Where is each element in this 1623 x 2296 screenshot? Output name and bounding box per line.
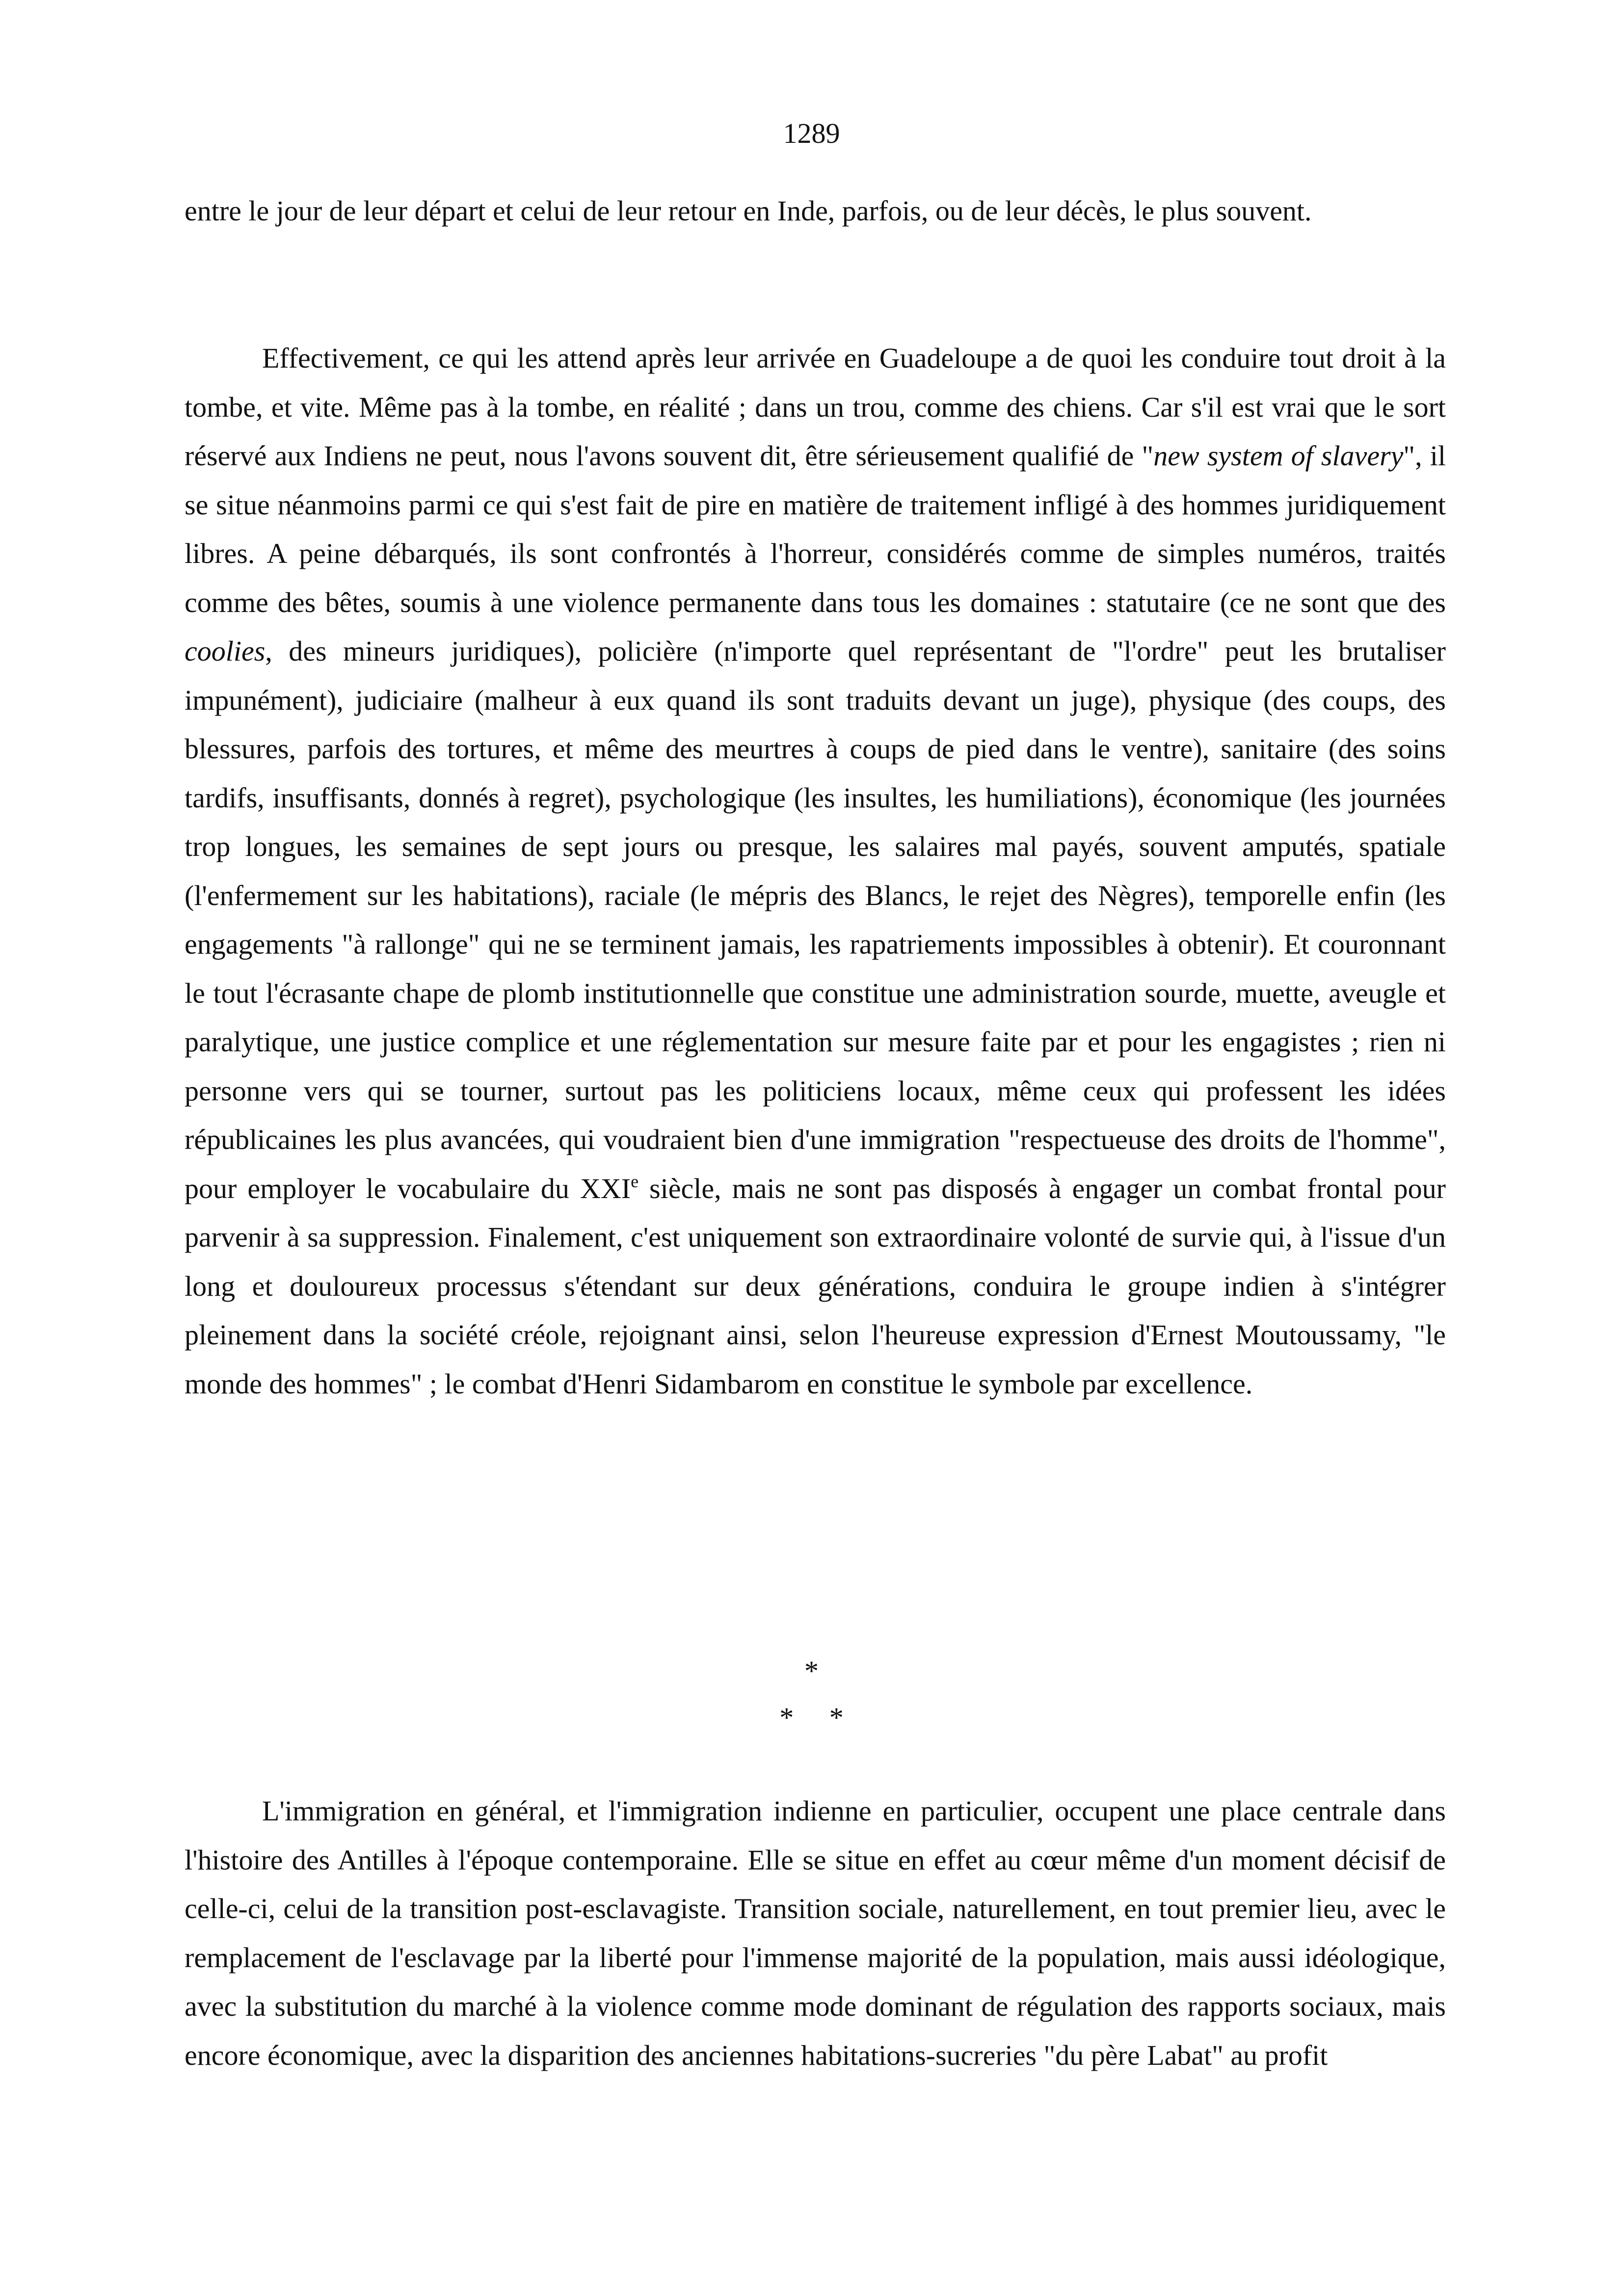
- century-superscript: e: [631, 1171, 639, 1191]
- paragraph-effectivement: [185, 334, 1446, 1408]
- paragraph-continuation: entre le jour de leur départ et celui de leur retour en Inde, parfois, ou de leur décès, le plus souvent.: [185, 195, 1312, 227]
- section-separator-asterisks-bottom: * *: [779, 1702, 844, 1734]
- page-number: 1289: [783, 117, 840, 149]
- paragraph-text: Effectivement, ce qui les attend après leur arrivée en Guadeloupe a de quoi les conduire tout droit à la tombe, et vite. Même pas à la tombe, en réalité ; dans un trou, comme des chiens. Car s'il est vrai que le sort réservé aux Indiens ne peut, nous l'avons souvent dit, être sérieusement qualifié de ": [185, 342, 1446, 472]
- section-separator-asterisk-top: *: [804, 1655, 819, 1687]
- italic-term-new-system-of-slavery: new system of slavery: [1153, 440, 1404, 472]
- paragraph-text: , des mineurs juridiques), policière (n'importe quel représentant de "l'ordre" peut les brutaliser impunément), judiciaire (malheur à eux quand ils sont traduits devant un juge), physique (des coups, des blessures, parfois des tortures, et même des meurtres à coups de pied dans le ventre), sanitaire (des soins tardifs, insuffisants, donnés à regret), psychologique (les insultes, les humiliations), économique (les journées trop longues, les semaines de sept jours ou presque, les salaires mal payés, souvent amputés, spatiale (l'enfermement sur les habitations), raciale (le mépris des Blancs, le rejet des Nègres), temporelle enfin (les engagements "à rallonge" qui ne se terminent jamais, les rapatriements impossibles à obtenir). Et couronnant le tout l'écrasante chape de plomb institutionnelle que constitue une administration sourde, muette, aveugle et paralytique, une justice complice et une réglementation sur mesure faite par et pour les engagistes ; rien ni personne vers qui se tourner, surtout pas les politiciens locaux, même ceux qui professent les idées républicaines les plus avancées, qui voudraient bien d'une immigration "respectueuse des droits de l'homme", pour employer le vocabulaire du XXI: [185, 635, 1446, 1204]
- paragraph-text: ", il se situe néanmoins parmi ce qui s'est fait de pire en matière de traitement infligé à des hommes juridiquement libres. A peine débarqués, ils sont confrontés à l'horreur, considérés comme de simples numéros, traités comme des bêtes, soumis à une violence permanente dans tous les domaines : statutaire (ce ne sont que des: [185, 440, 1446, 618]
- paragraph-immigration: L'immigration en général, et l'immigration indienne en particulier, occupent une place centrale dans l'histoire des Antilles à l'époque contemporaine. Elle se situe en effet au cœur même d'un moment décisif de celle-ci, celui de la transition post-esclavagiste. Transition sociale, naturellement, en tout premier lieu, avec le remplacement de l'esclavage par la liberté pour l'immense majorité de la population, mais aussi idéologique, avec la substitution du marché à la violence comme mode dominant de régulation des rapports sociaux, mais encore économique, avec la disparition des anciennes habitations-sucreries "du père Labat" au profit: [185, 1795, 1446, 2071]
- paragraph-text: siècle, mais ne sont pas disposés à engager un combat frontal pour parvenir à sa suppression. Finalement, c'est uniquement son extraordinaire volonté de survie qui, à l'issue d'un long et douloureux processus s'étendant sur deux générations, conduira le groupe indien à s'intégrer pleinement dans la société créole, rejoignant ainsi, selon l'heureuse expression d'Ernest Moutoussamy, "le monde des hommes" ; le combat d'Henri Sidambarom en constitue le symbole par excellence.: [185, 1172, 1446, 1400]
- italic-term-coolies: coolies: [185, 635, 266, 667]
